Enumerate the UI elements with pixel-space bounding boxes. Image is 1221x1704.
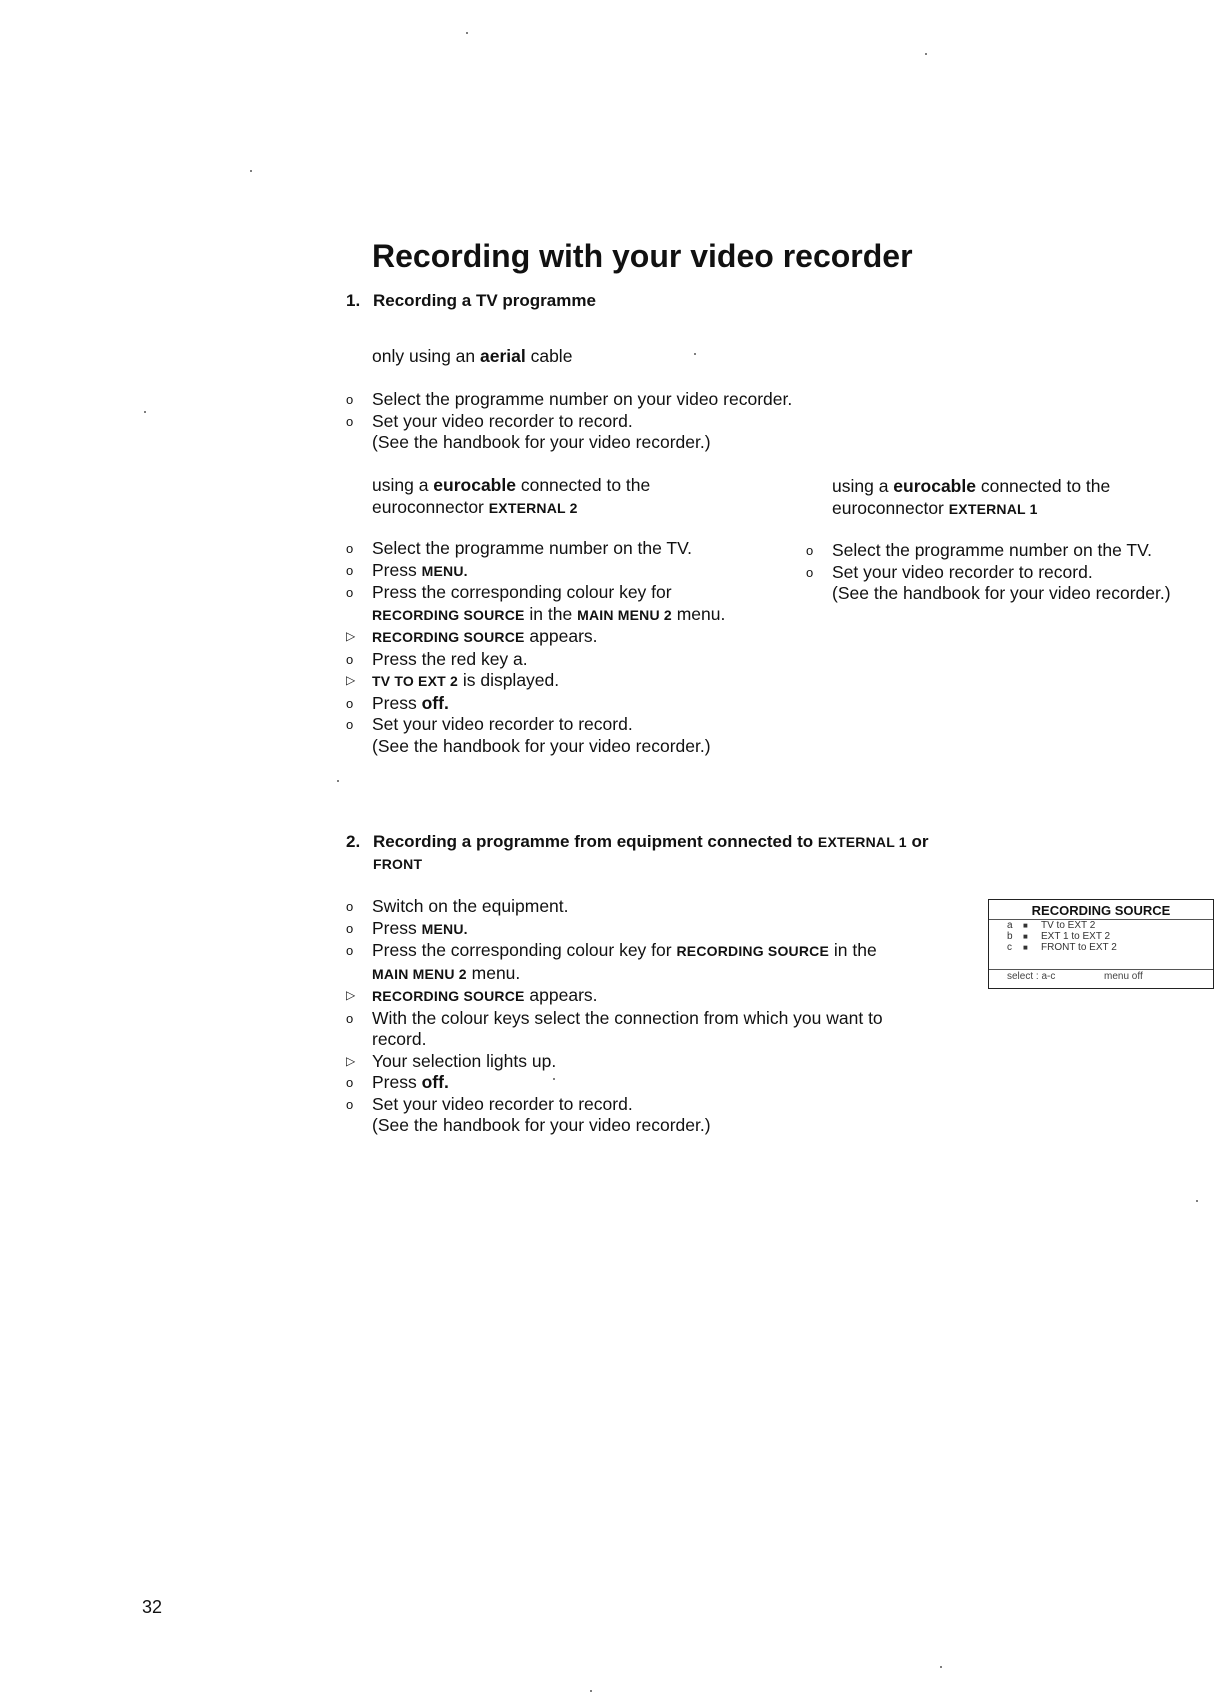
handbook-note: (See the handbook for your video recorder.) (372, 735, 711, 756)
ext2-intro: using a eurocable connected to the euroconnector EXTERNAL 2 (372, 475, 651, 517)
scan-speck (250, 170, 252, 172)
page-number: 32 (142, 1597, 163, 1617)
aerial-intro: only using an aerial cable (372, 346, 573, 366)
scan-speck (337, 780, 339, 782)
section-2-steps (346, 896, 946, 1137)
aerial-steps (346, 389, 906, 454)
list-item: ▷ TV TO EXT 2 is displayed. (346, 670, 560, 690)
list-item: o Set your video recorder to record. (See the handbook for your video recorder.) (346, 411, 906, 454)
menu-row: c ■ FRONT to EXT 2 (1007, 942, 1117, 953)
menu-bullet-icon: ■ (1023, 943, 1028, 952)
list-item: o Press off. (346, 1072, 449, 1092)
list-item: o Press the red key a. (346, 648, 528, 669)
ext1-steps (806, 540, 1216, 605)
handbook-note: (See the handbook for your video recorder.) (832, 583, 1171, 603)
list-item: ▷ RECORDING SOURCE appears. (346, 985, 598, 1005)
list-item: o Press the corresponding colour key for RECORDING SOURCE in the MAIN MENU 2 menu. (346, 940, 877, 983)
menu-row: a ■ TV to EXT 2 (1007, 920, 1096, 931)
menu-bullet-icon: ■ (1023, 932, 1028, 941)
list-item: o Set your video recorder to record. (See the handbook for your video recorder.) (346, 714, 786, 757)
list-item: o Set your video recorder to record. (See the handbook for your video recorder.) (346, 1094, 946, 1137)
menu-title: RECORDING SOURCE (989, 900, 1213, 920)
scan-speck (590, 1690, 592, 1692)
list-item: o Select the programme number on your video recorder. (346, 389, 793, 409)
scan-speck (925, 53, 927, 55)
recording-source-menu (988, 899, 1214, 989)
page-title: Recording with your video recorder (372, 238, 913, 274)
list-item: ▷ RECORDING SOURCE appears. (346, 626, 598, 646)
scan-speck (1196, 1200, 1198, 1202)
section-2-number: 2. (346, 832, 361, 851)
list-item: o Set your video recorder to record. (See the handbook for your video recorder.) (806, 562, 1216, 605)
section-1-heading (346, 291, 596, 311)
handbook-note: (See the handbook for your video recorder.) (372, 1115, 711, 1135)
list-item: o Select the programme number on the TV. (346, 538, 693, 558)
scan-speck (144, 411, 146, 413)
list-item: o Press MENU. (346, 917, 468, 938)
list-item: o With the colour keys select the connection from which you want to record. (346, 1007, 883, 1049)
list-item: ▷ Your selection lights up. (346, 1050, 557, 1071)
menu-row: b ■ EXT 1 to EXT 2 (1007, 931, 1111, 942)
handbook-note: (See the handbook for your video recorder.) (372, 432, 711, 452)
list-item: o Press MENU. (346, 559, 468, 580)
list-item: o Switch on the equipment. (346, 896, 569, 916)
section-1-number: 1. (346, 291, 361, 310)
scan-speck (940, 1666, 942, 1668)
list-item: o Press off. (346, 692, 449, 713)
list-item: o Press the corresponding colour key for RECORDING SOURCE in the MAIN MENU 2 menu. (346, 582, 726, 624)
menu-bullet-icon: ■ (1023, 921, 1028, 930)
section-2-heading: 2. Recording a programme from equipment connected to EXTERNAL 1 or FRONT (346, 832, 929, 872)
list-item: o Select the programme number on the TV. (806, 540, 1153, 560)
ext1-intro: using a eurocable connected to the euroconnector EXTERNAL 1 (832, 476, 1111, 518)
section-1-title: Recording a TV programme (373, 291, 596, 310)
scan-speck (553, 1078, 555, 1080)
menu-footer: select : a-c menu off (989, 969, 1213, 984)
scan-speck (466, 32, 468, 34)
ext2-steps (346, 538, 786, 757)
scan-speck (694, 353, 696, 355)
